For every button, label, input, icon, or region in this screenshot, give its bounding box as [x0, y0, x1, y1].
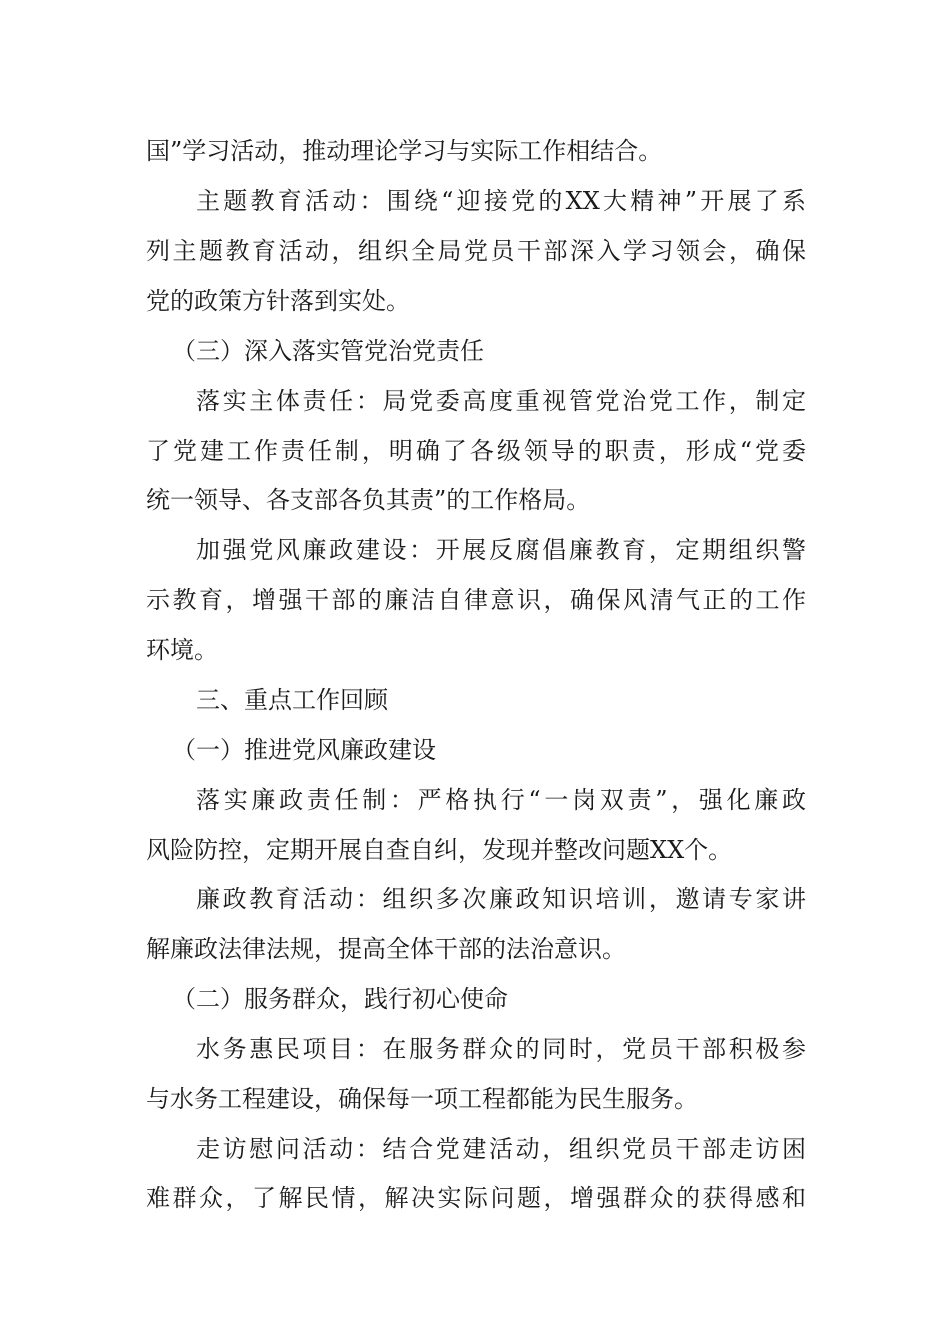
paragraph-line: 走访慰问活动：结合党建活动，组织党员干部走访困	[196, 1135, 806, 1163]
paragraph-line: 统一领导、各支部各负其责”的工作格局。	[146, 486, 591, 514]
paragraph-line: 党的政策方针落到实处。	[146, 287, 410, 315]
paragraph-line: 国”学习活动，推动理论学习与实际工作相结合。	[146, 137, 663, 165]
paragraph-line: 列主题教育活动，组织全局党员干部深入学习领会，确保	[146, 237, 806, 265]
paragraph-line: 廉政教育活动：组织多次廉政知识培训，邀请专家讲	[196, 885, 806, 913]
paragraph-line: 落实廉政责任制：严格执行“一岗双责”，强化廉政	[196, 786, 806, 814]
paragraph-line: 加强党风廉政建设：开展反腐倡廉教育，定期组织警	[196, 536, 806, 564]
paragraph-line: 解廉政法律法规，提高全体干部的法治意识。	[146, 935, 626, 963]
section-heading: （一）推进党风廉政建设	[172, 736, 436, 764]
section-heading: （三）深入落实管党治党责任	[172, 337, 484, 365]
paragraph-line: 落实主体责任：局党委高度重视管党治党工作，制定	[196, 387, 806, 415]
paragraph-line: 水务惠民项目：在服务群众的同时，党员干部积极参	[196, 1035, 806, 1063]
paragraph-line: 示教育，增强干部的廉洁自律意识，确保风清气正的工作	[146, 586, 806, 614]
paragraph-line: 风险防控，定期开展自查自纠，发现并整改问题XX个。	[146, 836, 733, 864]
chapter-heading: 三、重点工作回顾	[196, 686, 388, 714]
paragraph-line: 环境。	[146, 636, 218, 664]
paragraph-line: 与水务工程建设，确保每一项工程都能为民生服务。	[146, 1085, 698, 1113]
paragraph-line: 难群众，了解民情，解决实际问题，增强群众的获得感和	[146, 1184, 806, 1212]
section-heading: （二）服务群众，践行初心使命	[172, 985, 508, 1013]
paragraph-line: 主题教育活动：围绕“迎接党的XX大精神”开展了系	[196, 187, 806, 215]
paragraph-line: 了党建工作责任制，明确了各级领导的职责，形成“党委	[146, 437, 806, 465]
